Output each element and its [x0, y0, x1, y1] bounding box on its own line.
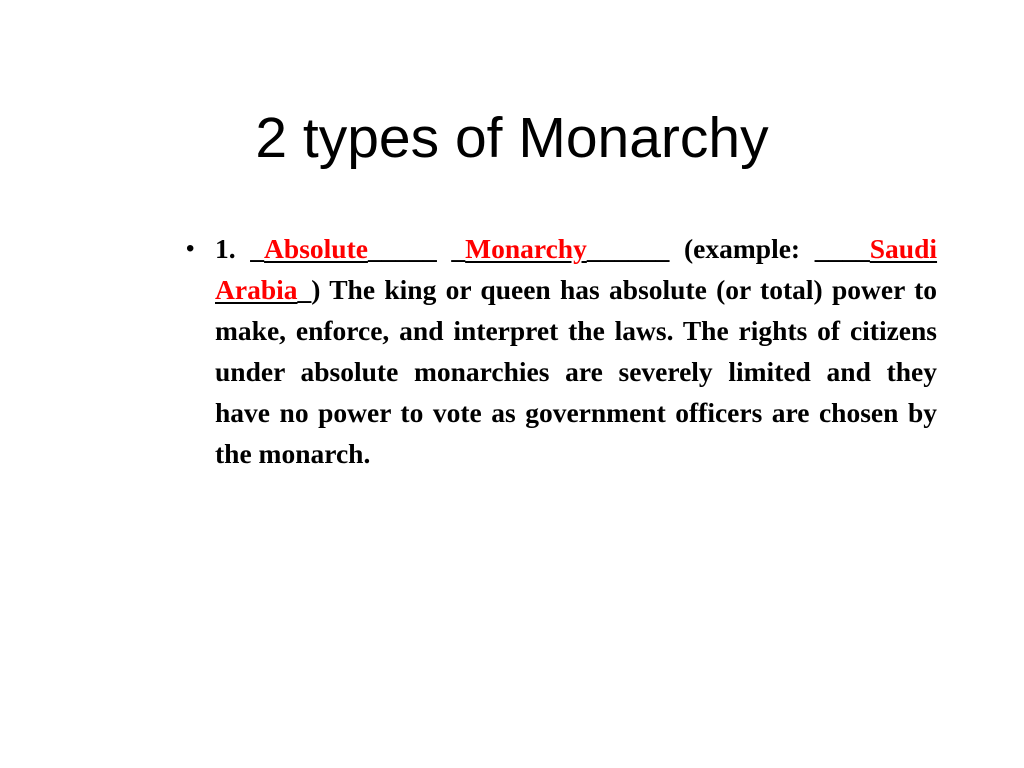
bullet-text — [215, 228, 937, 474]
bullet-icon: • — [186, 235, 195, 262]
fill-in-answer-country: Saudi Arabia — [215, 233, 938, 305]
blank-line: _____ — [367, 233, 437, 264]
fill-in-answer-monarchy: Monarchy — [465, 233, 587, 264]
item-number: 1. — [215, 233, 236, 264]
blank-line: _ — [297, 274, 312, 305]
blank-pad: _ — [451, 233, 466, 264]
example-label: (example: — [684, 233, 801, 264]
fill-in-answer-absolute: Absolute — [264, 233, 368, 264]
body-text: ) The king or queen has absolute (or total) power to make, enforce, and interpret the laws. The rights of citizens under absolute monarchies are severely limited and they have no power to vote as government officers are chosen by the monarch. — [215, 274, 937, 469]
blank-pad: ____ — [814, 233, 870, 264]
blank-pad: _ — [250, 233, 265, 264]
blank-line: ______ — [586, 233, 670, 264]
slide-title: 2 types of Monarchy — [255, 106, 769, 170]
